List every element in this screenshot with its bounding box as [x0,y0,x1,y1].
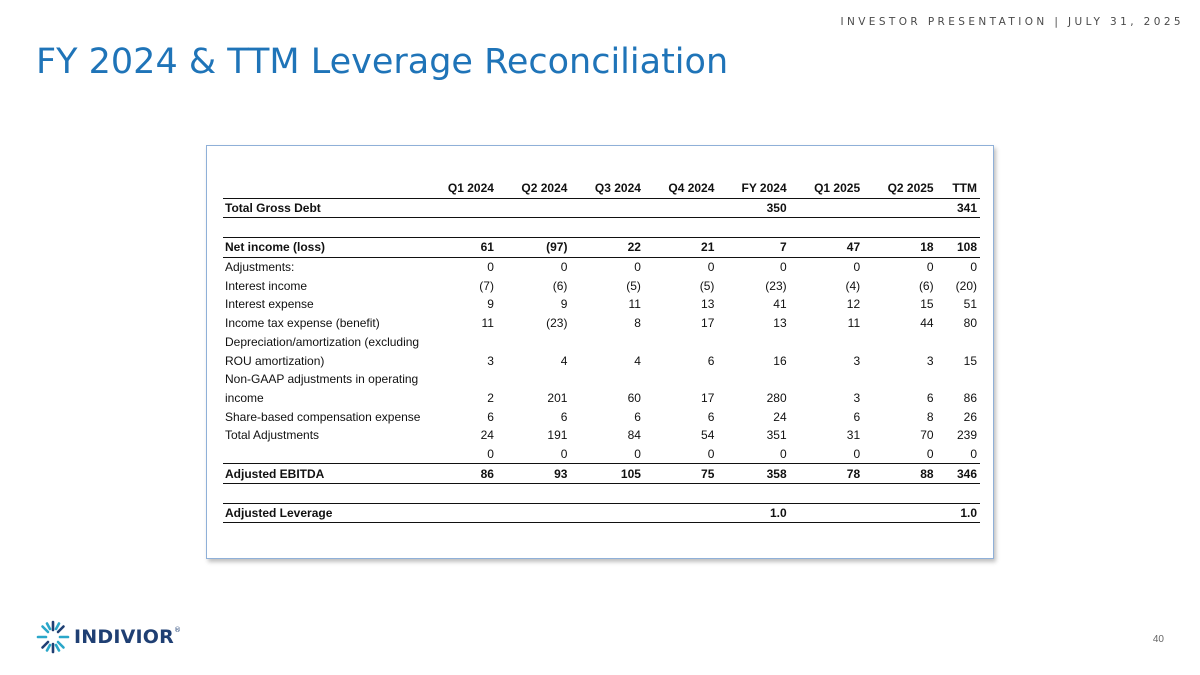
column-header: Q3 2024 [570,179,643,198]
table-cell: 88 [863,464,936,484]
table-cell: 6 [853,409,861,424]
table-cell [570,333,643,352]
table-row [223,464,980,484]
table-row [223,218,980,238]
table-cell [717,370,789,389]
row-label: Adjusted Leverage [223,503,423,523]
row-label: Adjustments: [225,260,295,275]
table-cell: (7) [479,278,494,293]
row-label [223,484,423,504]
table-cell: (4) [845,278,861,293]
table-cell: 17 [701,390,715,405]
reconciliation-table [223,179,980,523]
table-cell: 24 [773,409,787,424]
table-cell: 6 [634,409,641,424]
row-label: Income tax expense (benefit) [225,316,380,331]
table-cell: 47 [790,238,863,258]
table-cell [863,333,936,352]
table-cell: 6 [560,409,568,424]
table-cell: 105 [570,464,643,484]
table-row [223,445,980,464]
row-label [223,445,423,464]
table-row [223,257,980,276]
table-cell [790,484,863,504]
table-cell: 15 [920,297,934,312]
table-cell: 15 [963,353,977,368]
table-cell: 9 [560,297,568,312]
table-cell [644,198,717,218]
indivior-logo-icon [36,620,70,654]
table-row [223,426,980,445]
table-cell: 51 [963,297,977,312]
table-cell: 44 [920,316,934,331]
table-cell: 31 [846,428,861,443]
table-cell [570,370,643,389]
table-cell: 11 [847,316,861,331]
column-header: FY 2024 [717,179,789,198]
row-label: Net income (loss) [223,238,423,258]
table-cell: (5) [699,278,715,293]
table-cell: (97) [497,238,570,258]
table-row [223,370,980,389]
table-cell: 280 [766,390,787,405]
table-cell: 0 [926,260,934,275]
table-row [223,351,980,370]
table-cell: 341 [937,198,980,218]
table-cell [423,218,496,238]
table-cell: 54 [701,428,715,443]
table-cell: (6) [552,278,568,293]
row-label: Depreciation/amortization (excluding [225,334,420,349]
table-cell: 75 [644,464,717,484]
table-cell: 13 [701,297,715,312]
table-cell: 0 [707,260,715,275]
table-cell: 191 [547,428,568,443]
table-cell: 8 [926,409,934,424]
table-cell [570,503,643,523]
table-row [223,238,980,258]
table-row [223,333,980,352]
table-cell: 17 [701,316,715,331]
table-cell [497,218,570,238]
presentation-tagline: INVESTOR PRESENTATION | JULY 31, 2025 [840,16,1184,28]
table-cell [497,370,570,389]
table-row [223,407,980,426]
table-header-row [223,179,980,198]
table-cell: 84 [627,428,641,443]
row-label: Total Gross Debt [223,198,423,218]
table-cell: 1.0 [937,503,980,523]
table-cell: 0 [779,260,787,275]
table-row [223,503,980,523]
table-cell: 6 [487,409,494,424]
table-cell: (23) [765,278,787,293]
table-cell [644,370,717,389]
table-cell: 21 [644,238,717,258]
table-row [223,389,980,408]
table-cell [937,333,980,352]
column-header: Q1 2025 [790,179,863,198]
table-cell: 0 [487,260,494,275]
table-cell: 350 [717,198,789,218]
table-cell: 239 [956,428,977,443]
table-cell: 0 [779,446,787,461]
table-cell: 358 [717,464,789,484]
table-cell: 3 [853,353,861,368]
table-cell [937,218,980,238]
table-cell [497,503,570,523]
table-cell: 4 [560,353,568,368]
table-cell: 0 [560,446,568,461]
table-cell: 6 [926,390,934,405]
page-title: FY 2024 & TTM Leverage Reconciliation [36,42,729,82]
table-cell: 346 [937,464,980,484]
row-label: Interest income [225,278,308,293]
table-cell: (5) [626,278,641,293]
table-cell: 1.0 [717,503,789,523]
table-cell: 60 [627,390,641,405]
table-cell [863,503,936,523]
column-header: Q2 2024 [497,179,570,198]
table-cell [644,333,717,352]
table-cell: 0 [853,446,861,461]
table-cell: 18 [863,238,936,258]
table-cell: 70 [920,428,934,443]
table-cell: 11 [481,316,494,331]
table-cell: 11 [628,297,641,312]
table-cell: (20) [955,278,977,293]
column-header: Q2 2025 [863,179,936,198]
table-cell: 2 [487,390,494,405]
table-cell: 3 [926,353,934,368]
table-cell: 86 [423,464,496,484]
table-cell [863,198,936,218]
table-cell [570,198,643,218]
row-label: Adjusted EBITDA [223,464,423,484]
column-header [223,179,423,198]
table-cell: 0 [634,260,641,275]
table-cell: 13 [773,316,787,331]
table-cell: 0 [926,446,934,461]
table-cell [937,370,980,389]
table-cell [790,333,863,352]
table-cell [570,218,643,238]
table-cell: 0 [707,446,715,461]
table-cell: 9 [487,297,494,312]
table-cell [863,484,936,504]
table-body [223,198,980,523]
table-cell: 201 [547,390,568,405]
table-cell: 86 [963,390,977,405]
table-row [223,484,980,504]
table-row [223,198,980,218]
table-cell [423,503,496,523]
table-cell [570,484,643,504]
row-label [223,218,423,238]
table-cell [644,218,717,238]
table-cell: 7 [717,238,789,258]
table-cell: 0 [487,446,494,461]
table-cell: (23) [546,316,568,331]
table-row [223,295,980,314]
row-label: Interest expense [225,297,314,312]
table-cell: 0 [634,446,641,461]
table-cell: (6) [918,278,934,293]
logo-wordmark: INDIVIOR® [74,626,182,648]
table-cell [423,333,496,352]
table-cell [790,503,863,523]
indivior-logo [36,620,181,654]
table-cell [717,484,789,504]
table-cell [717,218,789,238]
table-cell: 26 [963,409,977,424]
table-cell: 0 [970,260,977,275]
table-cell: 24 [480,428,494,443]
table-cell [423,198,496,218]
table-cell: 108 [937,238,980,258]
row-label: income [225,390,264,405]
table-cell: 12 [846,297,861,312]
table-cell [644,484,717,504]
table-cell: 351 [766,428,787,443]
table-cell [790,370,863,389]
table-cell [863,370,936,389]
table-cell [863,218,936,238]
table-cell: 6 [707,353,715,368]
column-header: Q4 2024 [644,179,717,198]
table-cell: 61 [423,238,496,258]
table-cell: 6 [707,409,715,424]
table-cell [497,333,570,352]
table-cell: 8 [634,316,641,331]
table-row [223,276,980,295]
page-number: 40 [1152,634,1164,645]
column-header: TTM [937,179,980,198]
table-cell: 3 [853,390,861,405]
table-cell: 3 [487,353,494,368]
table-cell: 41 [773,297,787,312]
reconciliation-table-frame [206,145,994,559]
table-cell: 80 [963,316,977,331]
table-cell [790,198,863,218]
table-cell [423,370,496,389]
table-cell: 0 [853,260,861,275]
table-cell [790,218,863,238]
table-cell: 4 [634,353,641,368]
table-cell: 0 [970,446,977,461]
row-label: Share-based compensation expense [225,409,421,424]
table-cell: 16 [773,353,787,368]
table-cell: 78 [790,464,863,484]
table-cell [717,333,789,352]
table-cell: 22 [570,238,643,258]
row-label: Total Adjustments [225,428,320,443]
table-cell [423,484,496,504]
table-cell [644,503,717,523]
table-cell: 0 [560,260,568,275]
table-cell [497,198,570,218]
table-row [223,314,980,333]
table-cell [497,484,570,504]
column-header: Q1 2024 [423,179,496,198]
row-label: ROU amortization) [225,353,325,368]
row-label: Non-GAAP adjustments in operating [225,372,419,387]
table-cell: 93 [497,464,570,484]
table-cell [937,484,980,504]
